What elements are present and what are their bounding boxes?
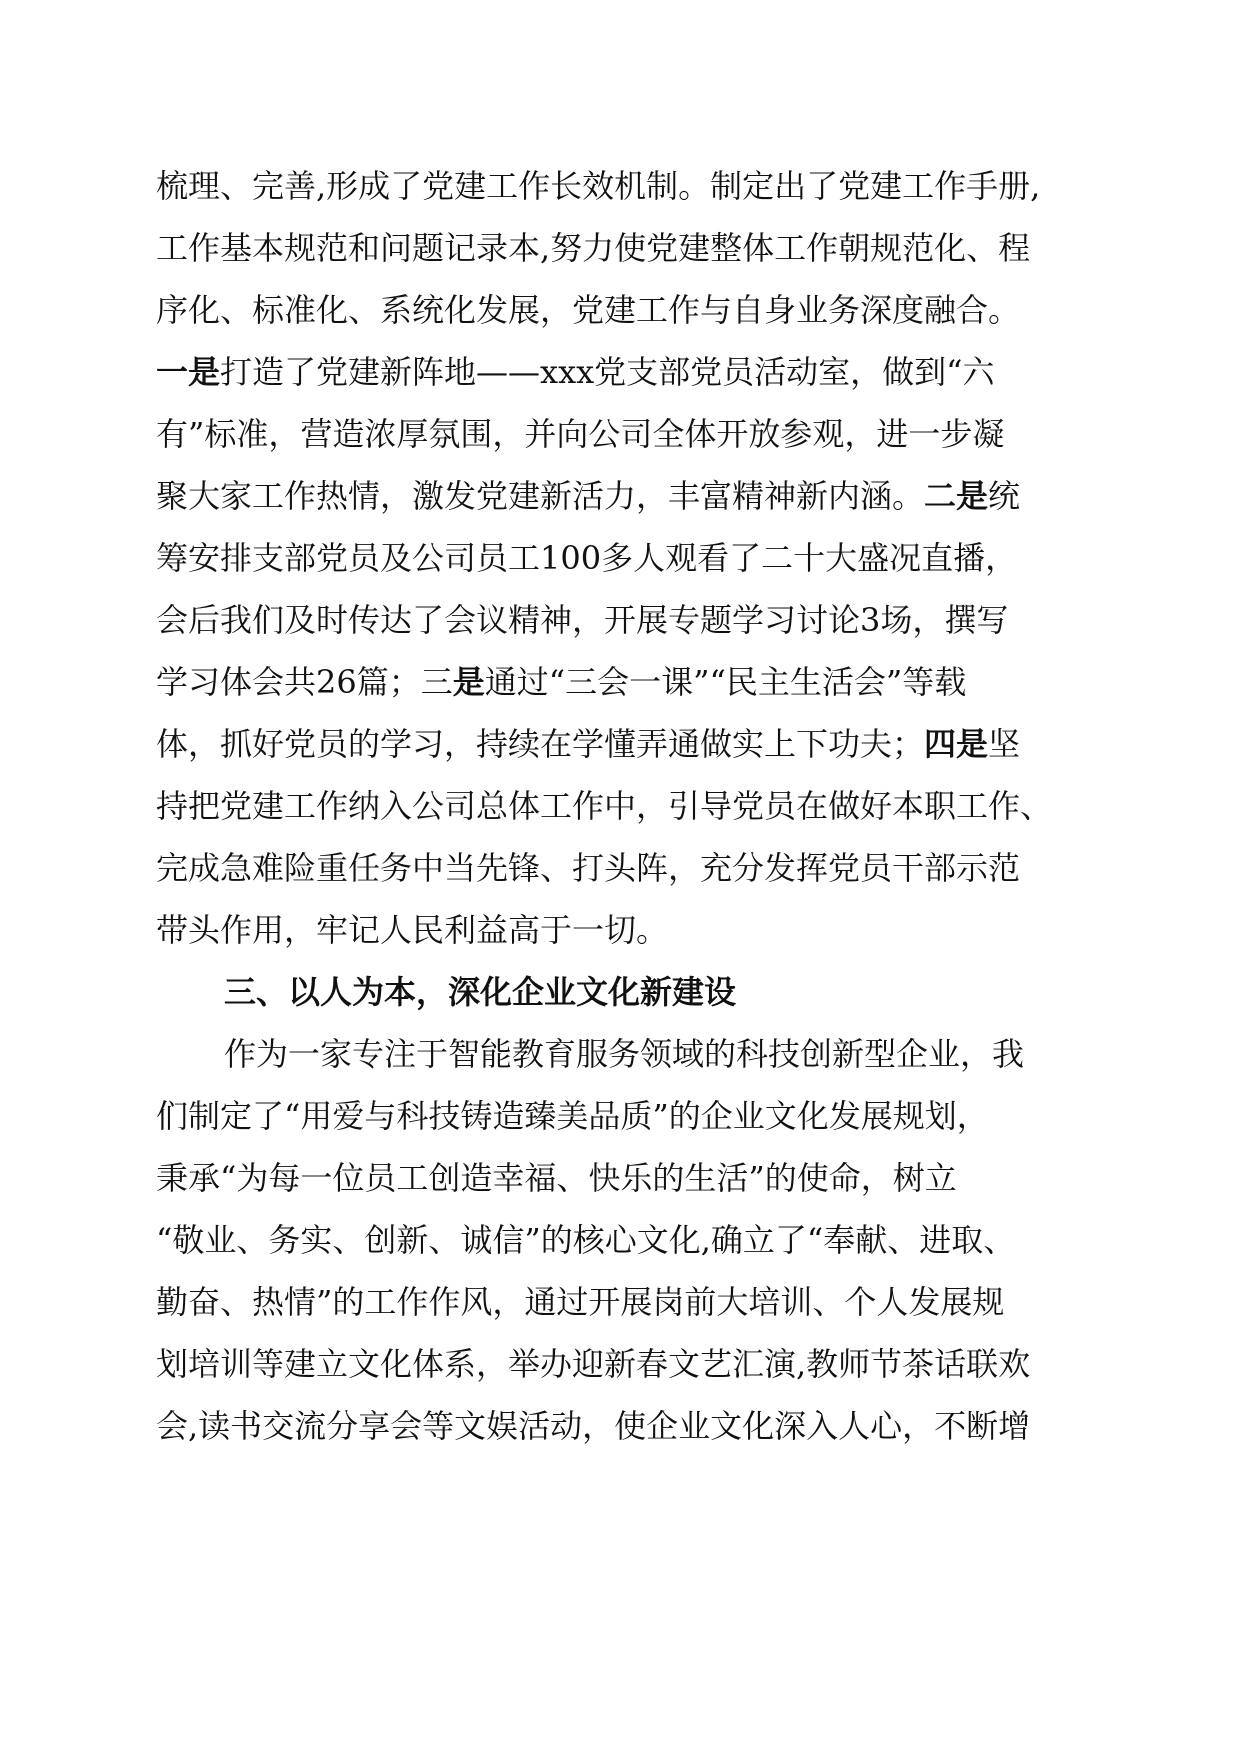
text-segment: “敬业、务实、创新、诚信”的核心文化,确立了“奉献、进取、 [156,1221,1016,1259]
text-segment: 学习体会共26篇；三 [156,663,453,701]
text-segment: 勤奋、热情”的工作作风，通过开展岗前大培训、个人发展规 [156,1283,1005,1321]
text-segment: 带头作用，牢记人民利益高于一切。 [156,911,669,949]
body-line-20 [156,1406,1030,1446]
body-line-6 [156,476,1020,516]
text-segment: 作为一家专注于智能教育服务领域的科技创新型企业，我 [224,1035,1025,1073]
body-line-14 [224,1034,1024,1074]
bold-marker: 一是 [156,353,221,391]
body-line-18 [156,1282,1004,1322]
body-line-8 [156,600,1008,640]
text-segment: 有”标准，营造浓厚氛围，并向公司全体开放参观，进一步凝 [156,415,1005,453]
body-line-11 [156,786,1052,826]
text-segment: 们制定了“用爱与科技铸造臻美品质”的企业文化发展规划， [156,1097,989,1135]
text-segment: 筹安排支部党员及公司员工100多人观看了二十大盛况直播， [156,539,1018,577]
text-segment: 聚大家工作热情，激发党建新活力，丰富精神新内涵。 [156,477,925,515]
bold-marker: 是 [452,663,485,701]
body-line-3 [156,290,1020,330]
body-line-5 [156,414,1004,454]
body-line-19 [156,1344,1030,1384]
text-segment: 统 [988,477,1021,515]
text-segment: 划培训等建立文化体系，举办迎新春文艺汇演,教师节茶话联欢 [156,1345,1031,1383]
text-segment: 梳理、完善,形成了党建工作长效机制。制定出了党建工作手册, [156,167,1041,205]
text-segment: 持把党建工作纳入公司总体工作中，引导党员在做好本职工作、 [156,787,1053,825]
body-line-15 [156,1096,989,1136]
body-line-1 [156,166,1040,206]
text-segment: 坚 [988,725,1021,763]
body-line-12 [156,848,1020,888]
text-segment: 会,读书交流分享会等文娱活动，使企业文化深入人心，不断增 [156,1407,1031,1445]
body-line-4 [156,352,995,392]
text-segment: 会后我们及时传达了会议精神，开展专题学习讨论3场，撰写 [156,601,1009,639]
bold-marker: 二是 [924,477,989,515]
section-heading: 三、以人为本，深化企业文化新建设 [224,973,737,1011]
body-line-7 [156,538,1017,578]
text-segment: 体，抓好党员的学习，持续在学懂弄通做实上下功夫； [156,725,925,763]
text-segment: 秉承“为每一位员工创造幸福、快乐的生活”的使命，树立 [156,1159,957,1197]
body-line-13 [156,910,668,950]
text-segment: 工作基本规范和问题记录本,努力使党建整体工作朝规范化、程 [156,229,1031,267]
text-segment: 打造了党建新阵地——xxx党支部党员活动室，做到“六 [220,353,995,391]
text-segment: 通过“三会一课”“民主生活会”等载 [484,663,967,701]
text-segment: 序化、标准化、系统化发展，党建工作与自身业务深度融合。 [156,291,1021,329]
body-line-10 [156,724,1020,764]
text-segment: 完成急难险重任务中当先锋、打头阵，充分发挥党员干部示范 [156,849,1021,887]
body-line-9 [156,662,966,702]
body-line-2 [156,228,1030,268]
bold-marker: 四是 [924,725,989,763]
body-line-16 [156,1158,957,1198]
body-line-17 [156,1220,1015,1260]
